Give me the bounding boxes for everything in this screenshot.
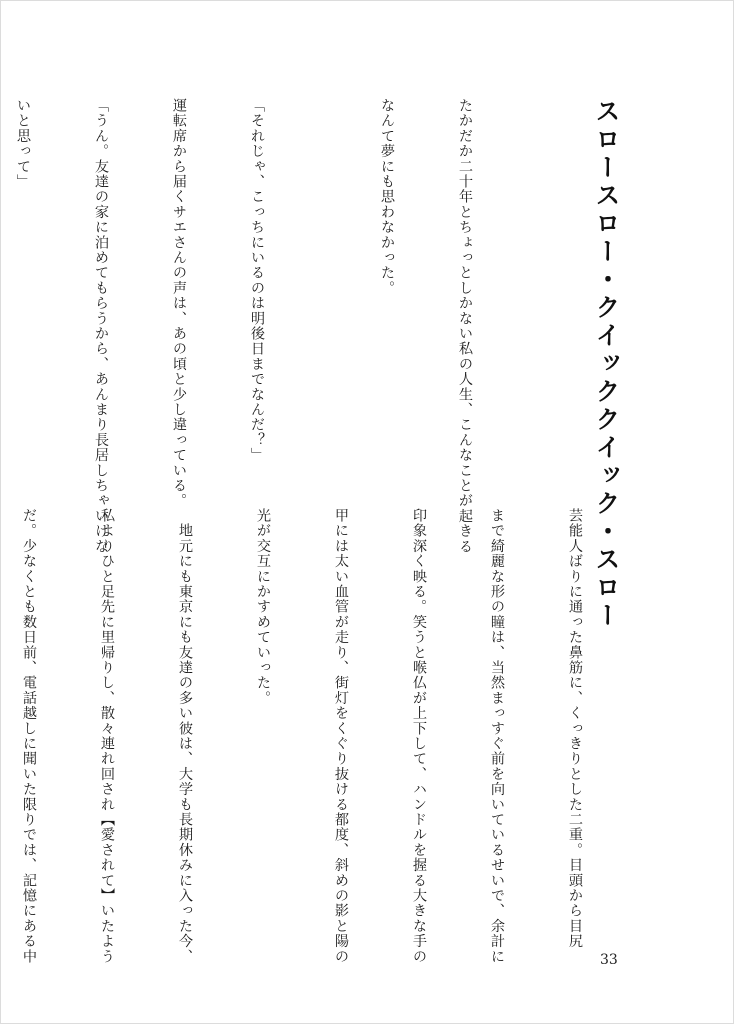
page-number: 33 <box>600 952 618 968</box>
text-line: 地元にも東京にも友達の多い彼は、大学も長期休みに入った今、 <box>177 508 193 964</box>
text-line: まで綺麗な形の瞳は、当然まっすぐ前を向いているせいで、余計に <box>489 508 505 964</box>
text-line: 光が交互にかすめていった。 <box>255 508 271 706</box>
lower-text-block <box>21 508 640 968</box>
text-line: たかだか二十年とちょっとしかない私の人生、こんなことが起きる <box>457 98 473 554</box>
text-line: 「うん。友達の家に泊めてもらうから、あんまり長居しちゃいけな <box>93 98 109 554</box>
text-line: 芸能人ばりに通った鼻筋に、くっきりとした二重。目頭から目尻 <box>567 508 583 949</box>
text-line: 印象深く映る。笑うと喉仏が上下して、ハンドルを握る大きな手の <box>411 508 427 964</box>
upper-text-block <box>15 98 530 554</box>
text-line: いと思って」 <box>15 98 31 190</box>
text-line: 私よりひと足先に里帰りし、散々連れ回され【愛されて】いたよう <box>99 508 115 964</box>
text-line: なんて夢にも思わなかった。 <box>379 98 395 296</box>
text-line: 甲には太い血管が走り、街灯をくぐり抜ける都度、斜めの影と陽の <box>333 508 349 964</box>
chapter-title: スロースロー・クイッククイック・スロー <box>592 98 621 630</box>
text-line: 「それじゃ、こっちにいるのは明後日までなんだ？」 <box>249 98 265 463</box>
text-line: だ。少なくとも数日前、電話越しに聞いた限りでは、記憶にある中 <box>21 508 37 964</box>
text-line: 運転席から届くサエさんの声は、あの頃と少し違っている。 <box>171 98 187 509</box>
